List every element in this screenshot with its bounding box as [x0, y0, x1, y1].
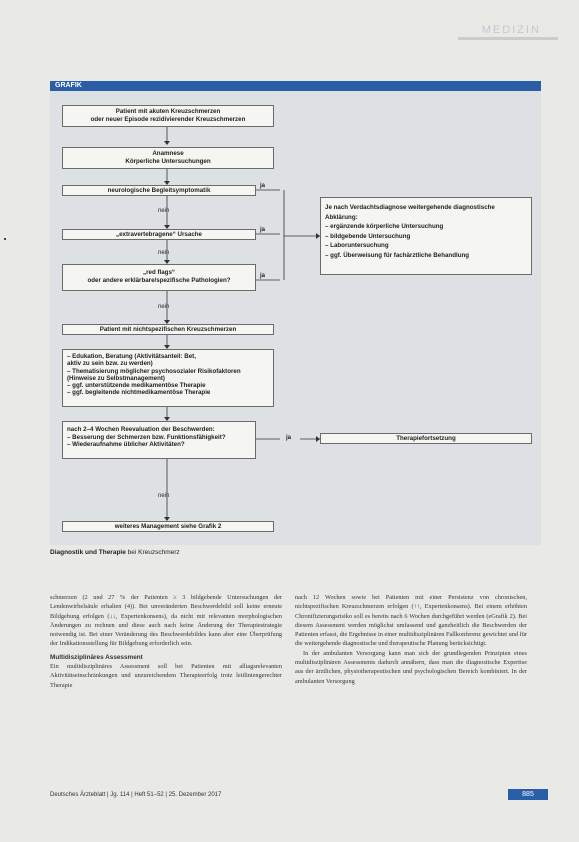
box-therapy-steps [62, 349, 274, 407]
diagnostics-line4: – bildgebende Untersuchung [325, 232, 411, 240]
reevaluation-line2: – Besserung der Schmerzen bzw. Funktionsfähigkeit? [67, 433, 226, 441]
box-neurologic-text: neurologische Begleitsymptomatik [107, 187, 211, 194]
page-number: 885 [508, 789, 548, 800]
box-further-management-text: weiteres Management siehe Grafik 2 [114, 523, 222, 530]
box-anamnesis [62, 147, 274, 169]
box-red-flags-line1: „red flags“ [143, 269, 175, 276]
label-nein-3: nein [158, 304, 170, 310]
diagnostics-line6: – ggf. Überweisung für fachärztliche Behandlung [325, 251, 470, 259]
label-nein-2: nein [158, 250, 170, 256]
therapy-step-line4: (Hinweise zu Selbstmanagement) [67, 374, 165, 382]
diagnostics-line3: – ergänzende körperliche Untersuchung [325, 223, 444, 230]
box-therapy-continuation [320, 433, 532, 444]
right-paragraph-1: nach 12 Wochen sowie bei Patienten mit einer Persistenz von chronischen, nichtspezifischen Kreuzschmerzen erfolgen (↑↑, Expertenkonsens). Bei einem erhöhten Chronifizierungsrisiko soll es bereits nach 6 Wochen durchgeführt werden (eGrafik 2). Bei diesem Assessment werden möglichst umfassend und ganzheitlich die Beschwerden der Patienten erfasst, die Ergebnisse in einer multidisziplinären Fallkonferenz gewichtet und für die weitergehende diagnostische und therapeutische Planung berücksichtigt. [295, 594, 527, 648]
label-ja-3: ja [260, 273, 266, 279]
label-nein-4: nein [158, 493, 170, 499]
left-heading: Multidisziplinäres Assessment [50, 653, 143, 661]
box-patient-acute [62, 105, 274, 127]
figure-caption [50, 549, 180, 556]
label-ja-1: ja [260, 183, 266, 189]
diagnostics-line1: Je nach Verdachtsdiagnose weitergehende diagnostische [325, 204, 495, 211]
label-nein-1: nein [158, 208, 170, 214]
box-further-diagnostics [320, 197, 532, 275]
box-patient-acute-line2: oder neuer Episode rezidivierender Kreuzschmerzen [90, 115, 246, 123]
therapy-step-line6: – ggf. begleitende nichtmedikamentöse Therapie [67, 389, 211, 397]
text-column-left [50, 593, 282, 690]
reevaluation-line3: – Wiederaufnahme üblicher Aktivitäten? [67, 441, 185, 449]
label-ja-2: ja [260, 227, 266, 233]
therapy-step-line1: – Edukation, Beratung (Aktivitätsanteil: Bet, [67, 353, 196, 360]
figure-label-bar: GRAFIK [50, 81, 541, 91]
journal-footer: Deutsches Ärzteblatt | Jg. 114 | Heft 51–52 | 25. Dezember 2017 [50, 792, 222, 798]
label-ja-4: ja [286, 435, 292, 441]
diagnostics-line2: Abklärung: [325, 213, 358, 221]
box-further-management [62, 521, 274, 532]
box-neurologic [62, 185, 256, 196]
box-patient-acute-line1: Patient mit akuten Kreuzschmerzen [115, 108, 221, 115]
box-therapy-continuation-text: Therapiefortsetzung [396, 435, 456, 442]
box-anamnesis-line1: Anamnese [152, 150, 184, 157]
caption-rest: bei Kreuzschmerz [125, 549, 180, 556]
diagnostics-line5: – Laboruntersuchung [325, 242, 389, 249]
flowchart-figure [50, 91, 541, 545]
reevaluation-line1: nach 2–4 Wochen Reevaluation der Beschwerden: [67, 426, 215, 433]
margin-mark [4, 238, 6, 240]
left-paragraph-1: schmerzen (2 und 27 % der Patienten ≥ 3 bildgebende Untersuchungen der Lendenwirbelsäule erhalten (4)). Bei unveränderten Beschwerdebild soll keine erneute Bildgebung erfolgen (↓↓, Expertenkonsens), da nicht mit relevanten morphologischen Änderungen zu rechnen und diese auch nach keine Änderung der Therapiestrategie notwendig ist. Bei einer Veränderung des Beschwerdebildes kann aber eine Überprüfung der Indikationsstellung für Bildgebung erforderlich sein. [50, 594, 282, 648]
therapy-step-line2: aktiv zu sein bzw. zu werden) [67, 360, 153, 368]
right-paragraph-2: In der ambulanten Versorgung kann man sich der grundlegenden Prinzipien eines multidisziplinären Assessments dadurch annähern, dass man die diagnostische Expertise aus der ärztlichen, physiotherapeutischen und psychologischen Bereich kombiniert. In der ambulanten Versorgung [295, 649, 527, 685]
box-nonspecific [62, 324, 274, 335]
section-rule [458, 37, 558, 40]
box-extravertebral [62, 229, 256, 240]
section-label: MEDIZIN [481, 24, 541, 36]
box-anamnesis-line2: Körperliche Untersuchungen [125, 157, 211, 165]
text-column-right [295, 593, 527, 686]
caption-bold: Diagnostik und Therapie [50, 549, 126, 556]
box-reevaluation [62, 421, 256, 459]
box-red-flags [62, 264, 256, 291]
box-red-flags-line2: oder andere erklärbare/spezifische Pathologien? [87, 276, 231, 284]
therapy-step-line3: – Thematisierung möglicher psychosozialer Risikofaktoren [67, 367, 241, 375]
box-extravertebral-text: „extravertebragene“ Ursache [116, 231, 202, 238]
box-nonspecific-text: Patient mit nichtspezifischen Kreuzschmerzen [99, 326, 237, 333]
therapy-step-line5: – ggf. unterstützende medikamentöse Therapie [67, 382, 206, 390]
left-paragraph-2: Ein multidisziplinäres Assessment soll bei Patienten mit alltagsrelevanten Aktivitätseinschränkungen und unzureichendem Therapieerfolg trotz leitliniengerechter Therapie [50, 663, 282, 689]
